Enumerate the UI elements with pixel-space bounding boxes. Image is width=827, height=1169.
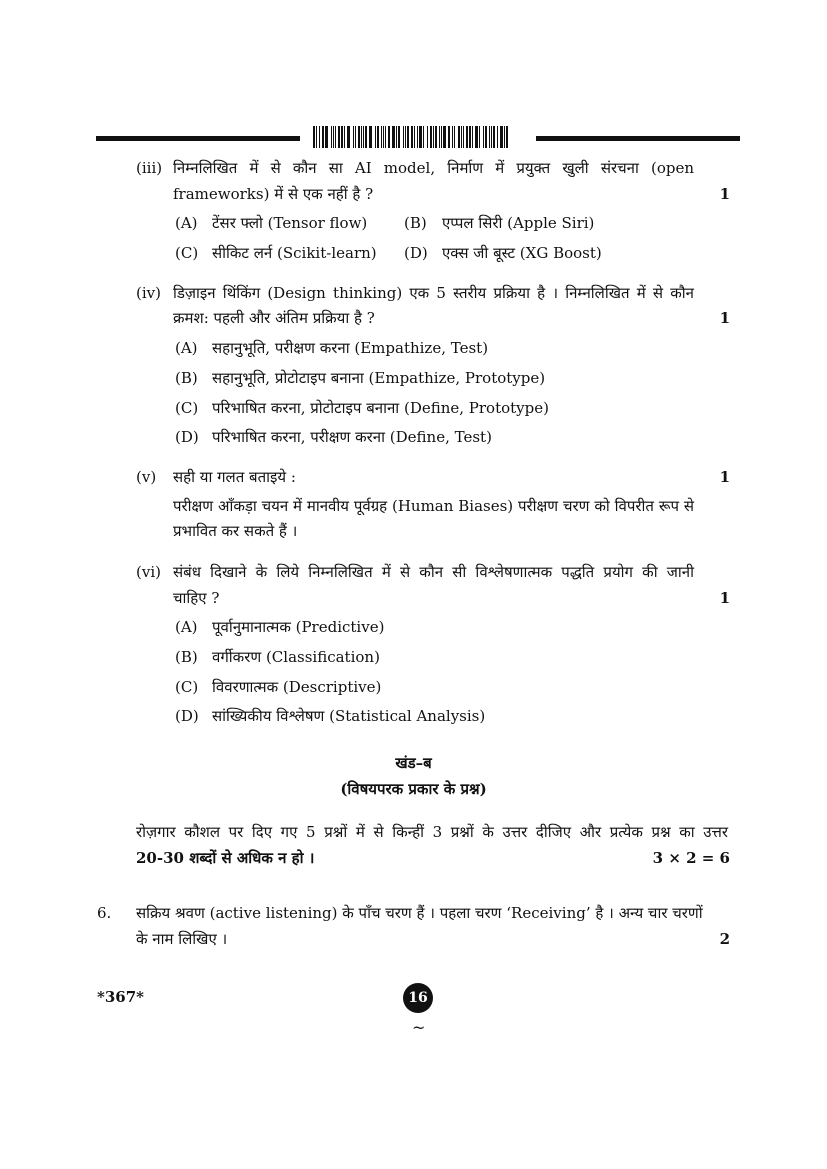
- barcode-bar: [506, 126, 508, 148]
- barcode-bar: [497, 126, 498, 148]
- barcode-bar: [439, 126, 440, 148]
- barcode-bar: [489, 126, 490, 148]
- barcode-bar: [466, 126, 468, 148]
- barcode-bar: [381, 126, 382, 148]
- barcode-bar: [333, 126, 334, 148]
- page-number-badge: [403, 983, 433, 1013]
- barcode-bar: [411, 126, 413, 148]
- barcode-bar: [443, 126, 446, 148]
- q-vi-line1: संबंध दिखाने के लिये निम्नलिखित में से कौन सी विश्लेषणात्मक पद्धति प्रयोग की जानी: [173, 563, 694, 581]
- q-iv-option-a-text: सहानुभूति, परीक्षण करना (Empathize, Test): [212, 339, 489, 357]
- barcode-bar: [493, 126, 495, 148]
- barcode-bar: [335, 126, 336, 148]
- barcode-bar: [398, 126, 400, 148]
- q-iv-option-c-text: परिभाषित करना, प्रोटोटाइप बनाना (Define, Prototype): [212, 399, 549, 417]
- barcode-bar: [388, 126, 390, 148]
- barcode-bar: [458, 126, 460, 148]
- q6-number: 6.: [97, 904, 112, 922]
- header-rule-left: [96, 136, 300, 141]
- q-iv-option-b-text: सहानुभूति, प्रोटोटाइप बनाना (Empathize, Prototype): [212, 369, 546, 387]
- barcode-bar: [375, 126, 376, 148]
- barcode-bar: [392, 126, 395, 148]
- barcode-bar: [485, 126, 487, 148]
- q-iv-option-a-label: (A): [175, 339, 198, 357]
- q-vi-option-c-label: (C): [175, 678, 199, 696]
- q-vi-marks: 1: [719, 589, 730, 607]
- barcode-bar: [331, 126, 332, 148]
- q-iv-option-d-label: (D): [175, 428, 199, 446]
- q-iii-option-c-text: सीकिट लर्न (Scikit-learn): [212, 244, 377, 262]
- barcode-bar: [475, 126, 478, 148]
- q-vi-number: (vi): [136, 563, 161, 581]
- section-title: खंड–ब: [395, 754, 432, 772]
- barcode-bar: [316, 126, 317, 148]
- section-instructions-line2: 20-30 शब्दों से अधिक न हो ।: [136, 849, 315, 867]
- page-number: 16: [408, 990, 428, 1006]
- barcode-bar: [479, 126, 480, 148]
- q-iv-option-c-label: (C): [175, 399, 199, 417]
- q-v-body2: प्रभावित कर सकते हैं ।: [173, 522, 298, 540]
- header-rule-right: [536, 136, 740, 141]
- barcode-bar: [472, 126, 473, 148]
- q-vi-option-a-text: पूर्वानुमानात्मक (Predictive): [212, 618, 385, 636]
- barcode-bar: [361, 126, 362, 148]
- barcode-bar: [500, 126, 503, 148]
- barcode-bar: [338, 126, 340, 148]
- q-iii-number: (iii): [136, 159, 163, 177]
- barcode-bar: [414, 126, 415, 148]
- barcode-bar: [385, 126, 386, 148]
- barcode-bar: [454, 126, 455, 148]
- barcode-bar: [403, 126, 404, 148]
- barcode-bar: [319, 126, 320, 148]
- q-v-line1: सही या गलत बताइये :: [173, 468, 296, 486]
- q-v-body1: परीक्षण आँकड़ा चयन में मानवीय पूर्वग्रह (Human Biases) परीक्षण चरण को विपरीत रूप से: [173, 497, 694, 515]
- barcode-bar: [504, 126, 505, 148]
- barcode-bar: [377, 126, 379, 148]
- barcode-bar: [347, 126, 350, 148]
- q-iii-option-d-label: (D): [404, 244, 428, 262]
- q6-line1: सक्रिय श्रवण (active listening) के पाँच चरण हैं । पहला चरण ‘Receiving’ है । अन्य चार चरणों: [136, 904, 703, 922]
- barcode-bar: [483, 126, 484, 148]
- barcode-bar: [358, 126, 360, 148]
- q-iii-marks: 1: [719, 185, 730, 203]
- q-iii-line2: frameworks) में से एक नहीं है ?: [173, 185, 374, 203]
- q-vi-option-b-text: वर्गीकरण (Classification): [212, 648, 380, 666]
- q-vi-option-c-text: विवरणात्मक (Descriptive): [212, 678, 382, 696]
- barcode-bar: [427, 126, 428, 148]
- barcode-bar: [419, 126, 422, 148]
- barcode-bar: [341, 126, 343, 148]
- barcode-bar: [469, 126, 471, 148]
- q-iv-line1: डिज़ाइन थिंकिंग (Design thinking) एक 5 स्तरीय प्रक्रिया है । निम्नलिखित में से कौन: [173, 284, 694, 302]
- q-iii-option-a-label: (A): [175, 214, 198, 232]
- q-iii-option-c-label: (C): [175, 244, 199, 262]
- q-vi-option-b-label: (B): [175, 648, 198, 666]
- barcode-bar: [383, 126, 384, 148]
- barcode-bar: [491, 126, 492, 148]
- barcode-bar: [430, 126, 432, 148]
- barcode-bar: [369, 126, 372, 148]
- barcode-bar: [325, 126, 328, 148]
- barcode-bar: [396, 126, 397, 148]
- barcode-bar: [344, 126, 345, 148]
- barcode-bar: [313, 126, 315, 148]
- barcode-bar: [365, 126, 367, 148]
- barcode-bar: [463, 126, 464, 148]
- q-iv-line2: क्रमश: पहली और अंतिम प्रक्रिया है ?: [173, 309, 375, 327]
- footer-tilde: ~: [412, 1018, 426, 1037]
- barcode-bar: [452, 126, 453, 148]
- paper-code: *367*: [97, 988, 144, 1006]
- q-iii-option-b-text: एप्पल सिरी (Apple Siri): [442, 214, 595, 232]
- barcode-bar: [363, 126, 364, 148]
- q-vi-option-d-label: (D): [175, 707, 199, 725]
- q6-marks: 2: [719, 930, 730, 948]
- barcode-bar: [448, 126, 450, 148]
- q-v-number: (v): [136, 468, 157, 486]
- q-iii-option-b-label: (B): [404, 214, 427, 232]
- q-iv-option-d-text: परिभाषित करना, परीक्षण करना (Define, Test): [212, 428, 492, 446]
- q-iii-line1: निम्नलिखित में से कौन सा AI model, निर्माण में प्रयुक्त खुली संरचना (open: [173, 159, 694, 177]
- barcode-bar: [322, 126, 324, 148]
- barcode-bar: [407, 126, 409, 148]
- q-iv-marks: 1: [719, 309, 730, 327]
- q-vi-option-d-text: सांख्यिकीय विश्लेषण (Statistical Analysis): [212, 707, 486, 725]
- barcode-bar: [423, 126, 424, 148]
- section-instructions-marks: 3 × 2 = 6: [652, 849, 730, 867]
- barcode-bar: [353, 126, 354, 148]
- section-subtitle: (विषयपरक प्रकार के प्रश्न): [340, 780, 487, 798]
- barcode-bar: [405, 126, 406, 148]
- barcode-bar: [435, 126, 437, 148]
- barcode-bar: [355, 126, 356, 148]
- barcode-bar: [433, 126, 434, 148]
- q-v-marks: 1: [719, 468, 730, 486]
- q-iv-option-b-label: (B): [175, 369, 198, 387]
- q-vi-option-a-label: (A): [175, 618, 198, 636]
- barcode-bar: [461, 126, 462, 148]
- barcode-bar: [417, 126, 418, 148]
- barcode-bar: [441, 126, 442, 148]
- q-iii-option-a-text: टेंसर फ्लो (Tensor flow): [212, 214, 368, 232]
- barcode: [313, 126, 511, 148]
- q6-line2: के नाम लिखिए ।: [136, 930, 228, 948]
- q-iii-option-d-text: एक्स जी बूस्ट (XG Boost): [442, 244, 602, 262]
- section-instructions-line1: रोज़गार कौशल पर दिए गए 5 प्रश्नों में से किन्हीं 3 प्रश्नों के उत्तर दीजिए और प्रत्येक प्रश्न का उत्तर: [136, 823, 728, 841]
- q-vi-line2: चाहिए ?: [173, 589, 220, 607]
- q-iv-number: (iv): [136, 284, 161, 302]
